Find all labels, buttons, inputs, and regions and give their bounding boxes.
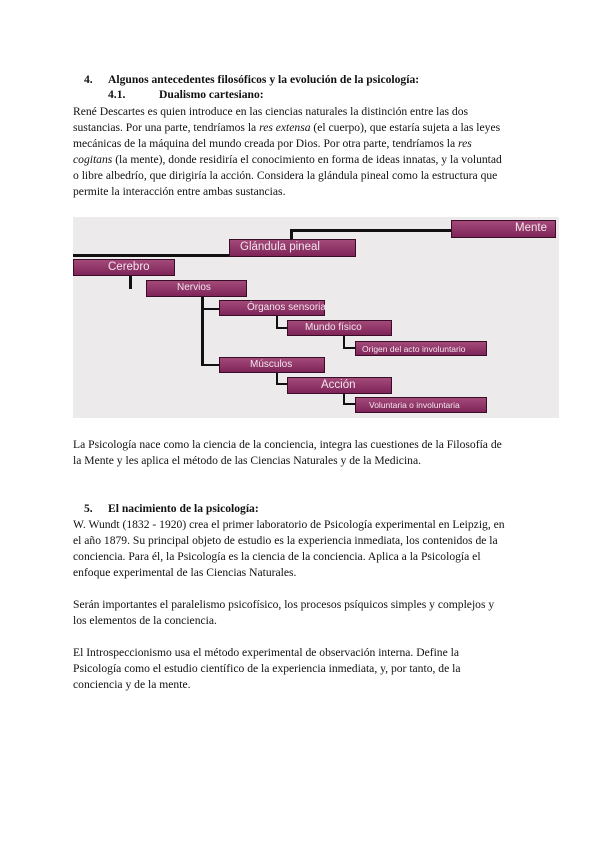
connector <box>343 347 355 349</box>
paragraph-line <box>73 120 500 136</box>
paragraph-line: René Descartes es quien introduce en las ciencias naturales la distinción entre las dos <box>73 105 469 118</box>
section-4-number: 4. <box>84 73 93 86</box>
section-4-title: Algunos antecedentes filosóficos y la evolución de la psicología: <box>108 73 420 86</box>
box-glandula-pineal: Glándula pineal <box>229 239 356 257</box>
text-run: sustancias. Por una parte, tendríamos la <box>73 121 260 134</box>
connector <box>290 229 452 232</box>
connector <box>129 275 132 289</box>
connector <box>201 308 219 310</box>
paragraph-line: la Mente y les aplica el método de las Ciencias Naturales y de la Medicina. <box>73 454 422 467</box>
paragraph-line: el año 1879. Su principal objeto de estudio es la experiencia inmediata, los contenidos de la <box>73 534 498 547</box>
text-run-italic: cogitans <box>73 153 113 166</box>
paragraph-line: Serán importantes el paralelismo psicofísico, los procesos psíquicos simples y complejos y <box>73 598 495 611</box>
box-musculos: Músculos <box>219 357 325 373</box>
cartesian-dualism-diagram <box>73 217 559 418</box>
paragraph-line <box>73 136 472 152</box>
box-cerebro: Cerebro <box>73 259 175 276</box>
paragraph-line: El Introspeccionismo usa el método experimental de observación interna. Define la <box>73 646 460 659</box>
box-nervios: Nervios <box>146 280 247 297</box>
subsection-4-1-title: Dualismo cartesiano: <box>159 88 264 101</box>
paragraph-line: conciencia y de la mente. <box>73 678 191 691</box>
text-run: (el cuerpo), que estaría sujeta a las leyes <box>310 121 501 134</box>
paragraph-line: Psicología como el estudio científico de la experiencia inmediata, y, por tanto, de la <box>73 662 461 675</box>
subsection-4-1-number: 4.1. <box>108 88 126 101</box>
box-origen-acto-involuntario: Origen del acto involuntario <box>355 341 487 356</box>
box-mundo-fisico: Mundo físico <box>287 320 392 336</box>
box-organos-sensoriales: Órganos sensoriales <box>219 300 325 316</box>
paragraph-line: los elementos de la conciencia. <box>73 614 217 627</box>
text-run: mecánicas de la máquina del mundo creada por Dios. Por otra parte, tendríamos la <box>73 137 459 150</box>
connector <box>201 364 219 366</box>
text-run: (la mente), donde residiría el conocimiento en forma de ideas innatas, y la voluntad <box>112 153 502 166</box>
box-accion: Acción <box>287 377 392 394</box>
box-mente: Mente <box>451 220 556 238</box>
paragraph-line: permite la interacción entre ambas sustancias. <box>73 185 286 198</box>
connector <box>201 296 204 366</box>
paragraph-line: W. Wundt (1832 - 1920) crea el primer laboratorio de Psicología experimental en Leipzig, en <box>73 518 505 531</box>
paragraph-line: o libre albedrío, que dirigiría la acción. Considera la glándula pineal como la estructura que <box>73 169 498 182</box>
text-run-italic: res extensa <box>259 121 311 134</box>
paragraph-line: enfoque experimental de las Ciencias Naturales. <box>73 566 297 579</box>
section-5-title: El nacimiento de la psicología: <box>108 502 259 515</box>
paragraph-line <box>73 152 502 168</box>
paragraph-line: La Psicología nace como la ciencia de la conciencia, integra las cuestiones de la Filosofía de <box>73 438 502 451</box>
paragraph-line: conciencia. Para él, la Psicología es la ciencia de la conciencia. Aplica a la Psicología el <box>73 550 481 563</box>
text-run-italic: res <box>458 137 472 150</box>
section-5-number: 5. <box>84 502 93 515</box>
connector <box>343 403 355 405</box>
box-voluntaria-involuntaria: Voluntaria o involuntaria <box>355 397 487 413</box>
